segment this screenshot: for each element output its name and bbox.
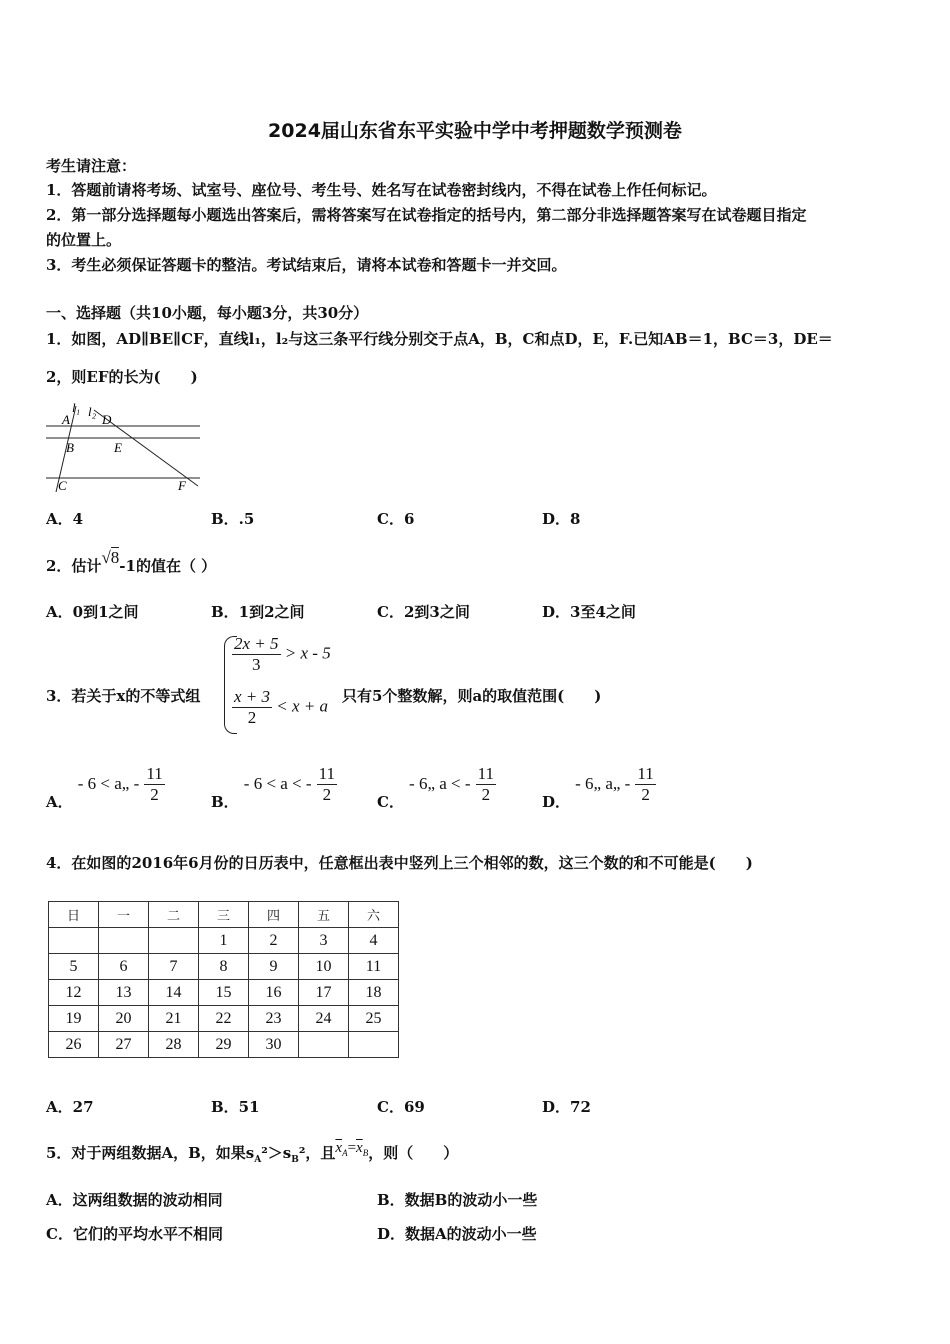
q5-option-a[interactable]: A．这两组数据的波动相同 (46, 1191, 223, 1209)
calendar-header-cell: 六 (349, 902, 399, 928)
q3-inequality-2 (232, 687, 328, 728)
calendar-cell (349, 1032, 399, 1058)
calendar-cell: 28 (149, 1032, 199, 1058)
q5-question (46, 1142, 458, 1165)
calendar-cell: 25 (349, 1006, 399, 1032)
notice-heading: 考生请注意： (46, 157, 137, 175)
ineq2-rhs: < x + a (276, 696, 329, 716)
calendar-cell: 15 (199, 980, 249, 1006)
q3-option-c-expr: - 6„ a < - (409, 774, 471, 793)
q1-figure (44, 396, 204, 496)
label-d: D (102, 412, 112, 427)
q1-option-c[interactable]: C．6 (377, 510, 415, 528)
q3-option-a-expr: - 6 < a„ - (77, 774, 140, 793)
notice-item-3: 3．考生必须保证答题卡的整洁。考试结束后，请将本试卷和答题卡一并交回。 (46, 256, 567, 274)
calendar-cell: 16 (249, 980, 299, 1006)
q3-option-d-den: 2 (641, 785, 650, 804)
q3-option-a-label: A． (46, 793, 73, 811)
calendar-cell: 19 (49, 1006, 99, 1032)
calendar-cell: 29 (199, 1032, 249, 1058)
xa-sub: A (342, 1148, 348, 1158)
q5-option-c[interactable]: C．它们的平均水平不相同 (46, 1225, 223, 1243)
q3-option-c[interactable] (377, 764, 496, 811)
calendar-header-cell: 三 (199, 902, 249, 928)
calendar-cell: 9 (249, 954, 299, 980)
calendar-cell: 12 (49, 980, 99, 1006)
q3-option-b-num: 11 (318, 764, 336, 783)
page-title: 2024届山东省东平实验中学中考押题数学预测卷 (268, 120, 682, 142)
calendar-cell: 11 (349, 954, 399, 980)
ineq2-numerator: x + 3 (234, 687, 271, 706)
xa-bar: $\overline{x}$ (335, 1140, 343, 1156)
calendar-cell: 3 (299, 928, 349, 954)
calendar-cell: 17 (299, 980, 349, 1006)
calendar-row (49, 980, 399, 1006)
label-f: F (178, 478, 186, 493)
ineq1-denominator: 3 (252, 655, 261, 674)
calendar-cell (99, 928, 149, 954)
calendar-cell: 20 (99, 1006, 149, 1032)
calendar-cell (149, 928, 199, 954)
ineq1-rhs: > x - 5 (284, 643, 331, 663)
q1-text-line2: 2，则EF的长为( ) (46, 368, 198, 386)
section-heading: 一、选择题（共10小题，每小题3分，共30分） (46, 304, 369, 322)
q4-option-c[interactable]: C．69 (377, 1098, 425, 1116)
q5-sa-sub: A (254, 1155, 262, 1165)
q3-option-c-label: C． (377, 793, 404, 811)
calendar-cell (299, 1032, 349, 1058)
q3-option-c-den: 2 (481, 785, 491, 804)
q4-option-a[interactable]: A．27 (46, 1098, 94, 1116)
calendar-cell: 30 (249, 1032, 299, 1058)
q2-radicand: 8 (110, 548, 120, 567)
q4-option-d[interactable]: D．72 (542, 1098, 591, 1116)
q4-option-b[interactable]: B．51 (211, 1098, 260, 1116)
notice-item-1: 1．答题前请将考场、试室号、座位号、考生号、姓名写在试卷密封线内，不得在试卷上作任何标记。 (46, 181, 717, 199)
calendar-cell: 14 (149, 980, 199, 1006)
q3-option-b-label: B． (211, 793, 239, 811)
calendar-table (48, 901, 399, 1058)
label-c: C (58, 478, 67, 493)
calendar-row (49, 1032, 399, 1058)
label-a: A (62, 412, 70, 427)
q2-suffix: -1的值在（ ） (119, 557, 217, 575)
q2-option-c[interactable]: C．2到3之间 (377, 603, 470, 621)
q5-mean-equation (335, 1140, 368, 1156)
calendar-header-cell: 二 (149, 902, 199, 928)
calendar-cell: 26 (49, 1032, 99, 1058)
calendar-cell: 18 (349, 980, 399, 1006)
notice-item-2-cont: 的位置上。 (46, 231, 122, 249)
q2-option-a[interactable]: A．0到1之间 (46, 603, 139, 621)
calendar-cell: 13 (99, 980, 149, 1006)
calendar-cell: 6 (99, 954, 149, 980)
calendar-cell: 23 (249, 1006, 299, 1032)
q3-option-d[interactable] (542, 764, 656, 811)
q1-option-b[interactable]: B．.5 (211, 510, 255, 528)
calendar-cell: 21 (149, 1006, 199, 1032)
q3-inequality-1 (232, 634, 331, 675)
q5-prefix: 5．对于两组数据A，B，如果s (46, 1144, 255, 1162)
q3-option-a[interactable] (46, 764, 165, 811)
calendar-cell (49, 928, 99, 954)
calendar-cell: 1 (199, 928, 249, 954)
xb-sub: B (362, 1148, 369, 1158)
q3-option-d-expr: - 6„ a„ - (575, 774, 631, 793)
q3-option-b-expr: - 6 < a < - (243, 774, 312, 793)
xb-bar: $\overline{x}$ (356, 1140, 363, 1156)
calendar-cell: 10 (299, 954, 349, 980)
q5-sb-sub: B (291, 1155, 299, 1165)
q3-option-a-num: 11 (146, 764, 163, 783)
q3-prefix: 3．若关于x的不等式组 (46, 687, 201, 705)
q5-suffix: ，则（ ） (368, 1144, 459, 1162)
label-l2: l₂ (88, 404, 97, 419)
notice-item-2: 2．第一部分选择题每小题选出答案后，需将答案写在试卷指定的括号内，第二部分非选择题答案写在试卷题目指定 (46, 206, 807, 224)
calendar-row (49, 928, 399, 954)
q3-option-b-den: 2 (322, 785, 332, 804)
q3-option-a-den: 2 (150, 785, 159, 804)
label-b: B (66, 440, 74, 455)
calendar-header-row (49, 902, 399, 928)
q5-mid: ²＞s (261, 1144, 292, 1162)
calendar-header-cell: 日 (49, 902, 99, 928)
sqrt-sign: √8 (101, 548, 120, 567)
q5-option-d[interactable]: D．数据A的波动小一些 (377, 1225, 537, 1243)
q1-option-d[interactable]: D．8 (542, 510, 581, 528)
calendar-cell: 7 (149, 954, 199, 980)
calendar-cell: 22 (199, 1006, 249, 1032)
calendar-row (49, 954, 399, 980)
q5-option-b[interactable]: B．数据B的波动小一些 (377, 1191, 538, 1209)
q5-mid2: ²，且 (298, 1144, 336, 1162)
calendar-cell: 8 (199, 954, 249, 980)
q3-option-c-num: 11 (477, 764, 495, 783)
q1-text-line1: 1．如图，AD∥BE∥CF，直线l₁，l₂与这三条平行线分别交于点A，B，C和点D，E，F.已知AB＝1，BC＝3，DE＝ (46, 330, 833, 348)
calendar-header-cell: 一 (99, 902, 149, 928)
calendar-row (49, 1006, 399, 1032)
q3-suffix: 只有5个整数解，则a的取值范围( ) (342, 687, 602, 705)
q2-prefix: 2．估计 (46, 557, 102, 575)
calendar-cell: 2 (249, 928, 299, 954)
q2-option-b[interactable]: B．1到2之间 (211, 603, 305, 621)
ineq2-denominator: 2 (247, 708, 257, 727)
calendar-cell: 24 (299, 1006, 349, 1032)
equals-sign: = (347, 1140, 357, 1156)
calendar-cell: 27 (99, 1032, 149, 1058)
label-e: E (114, 440, 122, 455)
ineq1-numerator: 2x + 5 (234, 634, 279, 653)
q3-option-d-num: 11 (637, 764, 654, 783)
calendar-header-cell: 五 (299, 902, 349, 928)
q4-text: 4．在如图的2016年6月份的日历表中，任意框出表中竖列上三个相邻的数，这三个数的和不可能是( ) (46, 854, 753, 872)
q3-option-b[interactable] (211, 764, 337, 811)
q3-option-d-label: D． (542, 793, 571, 811)
q2-option-d[interactable]: D．3至4之间 (542, 603, 636, 621)
q1-option-a[interactable]: A．4 (46, 510, 84, 528)
q2-question (46, 548, 217, 576)
label-l1: l₁ (72, 400, 81, 415)
calendar-header-cell: 四 (249, 902, 299, 928)
calendar-cell: 4 (349, 928, 399, 954)
calendar-cell: 5 (49, 954, 99, 980)
